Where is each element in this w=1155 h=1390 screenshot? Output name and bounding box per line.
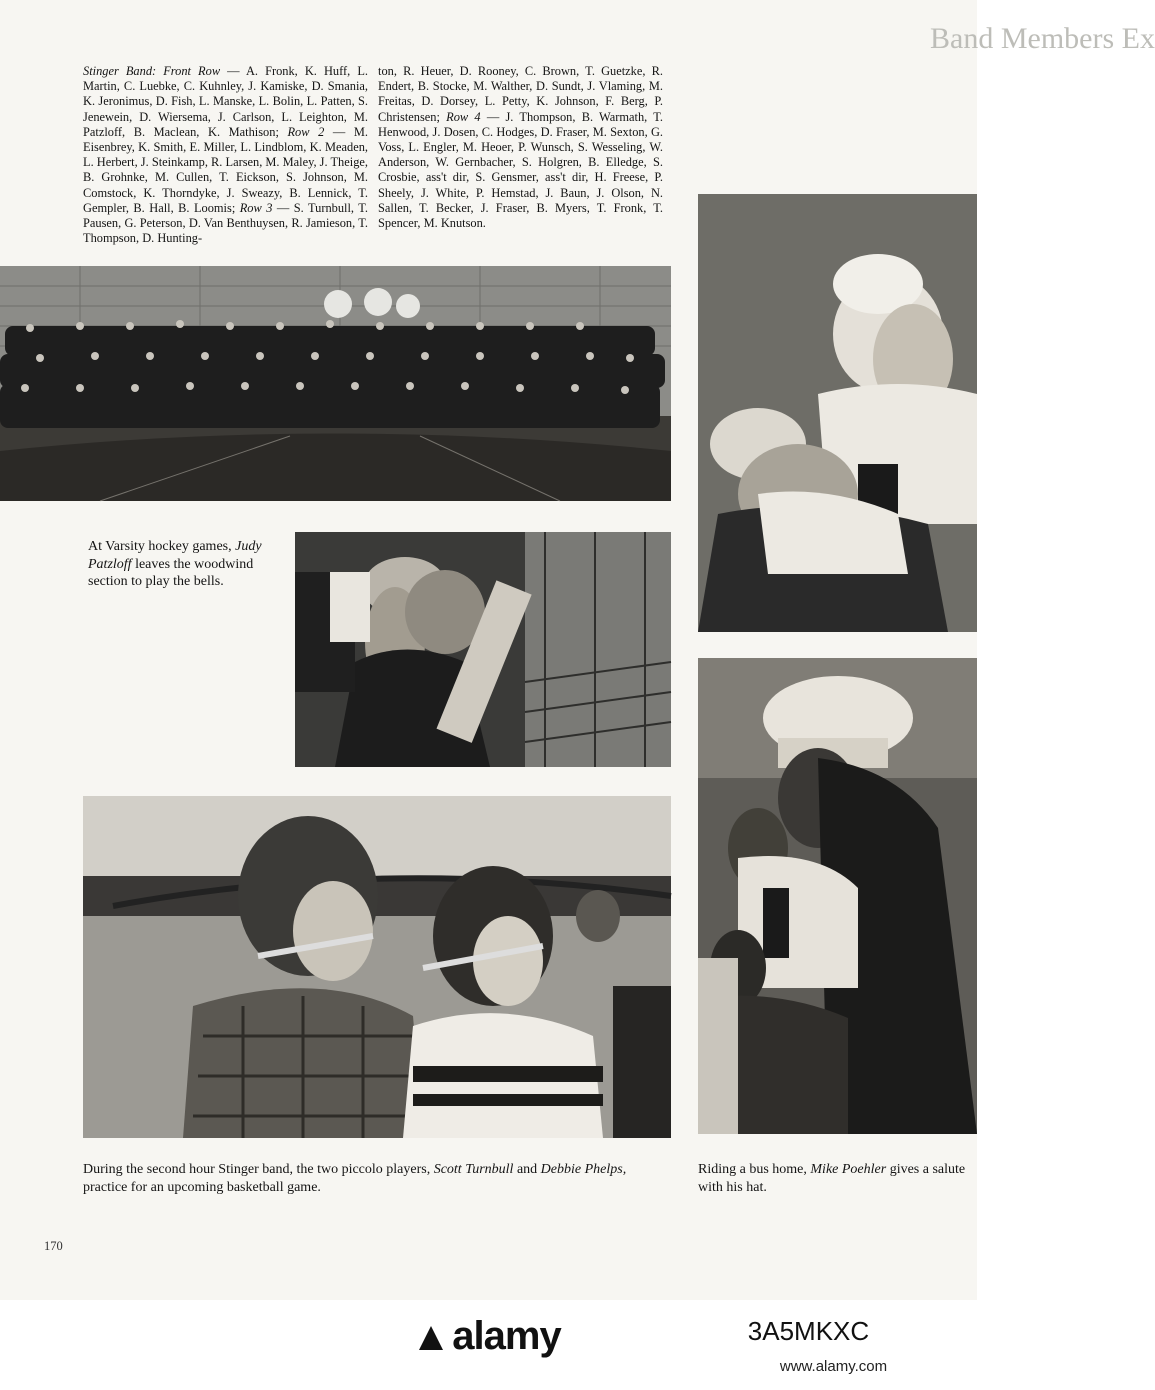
text-run: — J. Thompson, B. Warmath, T. Henwood, J. Dosen, C. Hodges, D. Fraser, M. Sexton, G. Voss, L. Engler, M. Heoer, P. Wunsch, S. Wesseling, W. Anderson, W. Gernbacher, S. Holgren, B. Elledge, S. Crosbie, ass't dir, S. Gensmer, ass't dir, H. Freese, P. Sheely, J. White, P. Hemstad, J. Baun, J. Olson, N. Sallen, T. Becker, J. Fraser, B. Myers, T. Fronk, T. Spencer, M. Knutson. bbox=[378, 109, 663, 231]
italic-name: Row 4 bbox=[446, 109, 481, 124]
piccolo-caption bbox=[83, 1161, 663, 1196]
band-group-photo bbox=[0, 266, 671, 501]
stock-url: www.alamy.com bbox=[779, 1358, 888, 1375]
text-run: ton, R. Heuer, D. Rooney, C. Brown, T. Guetzke, R. Endert, B. Stocke, M. Walther, D. Sundt, J. Vlaming, M. Freitas, D. Dorsey, L. Petty, K. Johnson, F. Berg, P. Christensen; bbox=[378, 64, 663, 124]
italic-name: Row 3 bbox=[239, 200, 273, 215]
header-bleed-text: Band Members Ex bbox=[930, 22, 1155, 55]
bells-player-photo bbox=[295, 532, 671, 767]
watermark-footer bbox=[0, 1300, 977, 1390]
text-run: — A. Fronk, K. Huff, L. Martin, C. Luebke, C. Kuhnley, J. Kamiske, D. Smania, K. Jeronimus, D. Fish, L. Manske, L. Bolin, L. Patten, S. Jenewein, D. Wiersema, J. Carlson, L. Leighton, M. Patzloff, B. Maclean, K. Mathison; bbox=[83, 64, 368, 139]
text-run: At Varsity hockey games, bbox=[88, 539, 236, 554]
piccolo-players-photo bbox=[83, 796, 671, 1138]
text-run: leaves the woodwind section to play the bells. bbox=[88, 556, 254, 589]
hats-overhead-photo bbox=[698, 194, 977, 632]
bells-caption bbox=[88, 538, 286, 591]
roster-text-right bbox=[378, 64, 663, 231]
italic-name: Scott Turnbull bbox=[433, 1162, 514, 1177]
page-number: 170 bbox=[44, 1239, 63, 1253]
text-run: practice for an upcoming basketball game. bbox=[83, 1179, 321, 1195]
image-id: 3A5MKXC bbox=[747, 1316, 870, 1346]
text-run: During the second hour Stinger band, the two piccolo players, bbox=[83, 1162, 434, 1177]
text-run: — M. Eisenbrey, K. Smith, E. Miller, L. Lindblom, K. Meaden, L. Herbert, J. Steinkamp, R. Larsen, M. Maley, J. Theige, B. Grohnke, M. Cullen, T. Eickson, S. Johnson, M. Comstock, K. Thorndyke, J. Sweazy, B. Lennick, T. Gempler, B. Hall, B. Loomis; bbox=[83, 124, 369, 215]
roster-text-left bbox=[83, 64, 368, 246]
logo-wordmark: alamy bbox=[452, 1314, 561, 1358]
bus-salute-photo bbox=[698, 658, 977, 1134]
italic-name: Row 2 bbox=[287, 124, 325, 139]
italic-name: Mike Poehler bbox=[810, 1162, 887, 1177]
text-run: — S. Turnbull, T. Pausen, G. Peterson, D. Van Benthuysen, R. Jamieson, T. Thompson, D. Hunting- bbox=[83, 200, 368, 246]
salute-caption bbox=[698, 1161, 968, 1196]
italic-name: Judy Patzloff bbox=[88, 539, 262, 572]
text-run: gives a salute with his hat. bbox=[698, 1162, 966, 1195]
italic-name: Debbie Phelps, bbox=[540, 1162, 627, 1177]
text-run: Riding a bus home, bbox=[698, 1162, 811, 1177]
text-run: and bbox=[513, 1162, 541, 1177]
italic-name: Stinger Band: Front Row bbox=[83, 64, 221, 78]
